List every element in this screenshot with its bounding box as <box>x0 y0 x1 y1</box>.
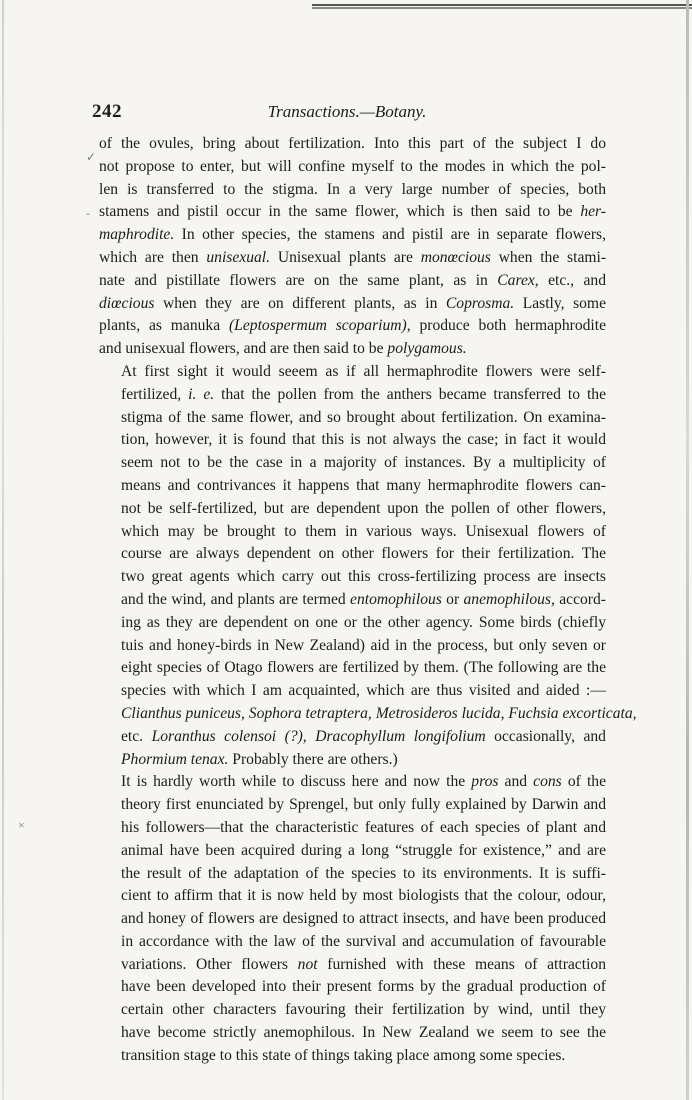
text-segment: not be self-fertilized, but are dependent upon the pollen of other flowers, <box>121 499 606 517</box>
text-line <box>99 885 606 908</box>
text-segment: variations. Other flowers <box>121 955 298 973</box>
text-segment: his followers—that the characteristic features of each species of plant and <box>121 818 606 836</box>
text-segment: etc., and <box>538 271 606 289</box>
text-line <box>99 954 606 977</box>
text-line <box>99 908 606 931</box>
text-segment: In other species, the stamens and pistil are in separate flowers, <box>174 226 606 244</box>
text-segment: when the stami- <box>490 248 607 266</box>
text-segment: which may be brought to them in various ways. Unisexual flowers of <box>121 522 606 540</box>
text-line <box>99 749 606 772</box>
paragraph-1 <box>99 133 606 361</box>
italic-segment: her- <box>580 203 606 221</box>
text-line <box>99 270 606 293</box>
margin-mark: - <box>86 206 90 220</box>
text-segment: tion, however, it is found that this is not always the case; in fact it would <box>121 431 606 449</box>
text-segment: Unisexual plants are <box>270 248 421 266</box>
text-line <box>99 452 606 475</box>
text-segment: seem not to be the case in a majority of instances. By a multiplicity of <box>121 454 606 472</box>
text-line <box>99 589 606 612</box>
text-segment: and the wind, and plants are termed <box>121 590 351 608</box>
text-line <box>99 429 606 452</box>
text-line <box>99 156 606 179</box>
text-segment: not propose to enter, but will confine myself to the modes in which the pol- <box>99 157 606 175</box>
italic-segment: diœcious <box>99 294 155 312</box>
text-segment: of the <box>561 773 607 791</box>
text-line <box>99 1022 606 1045</box>
text-segment: occasionally, and <box>485 727 606 745</box>
text-line <box>99 133 606 156</box>
page-number: 242 <box>92 101 122 122</box>
margin-mark: ✓ <box>86 150 97 164</box>
text-segment: plants, as manuka <box>99 317 229 335</box>
paragraph-2 <box>99 361 637 771</box>
text-segment: nate and pistillate flowers are on the same plant, as in <box>99 271 498 289</box>
text-segment: theory first enunciated by Sprengel, but only fully explained by Darwin and <box>121 796 606 814</box>
page-header <box>92 101 602 123</box>
top-border-rule <box>312 4 692 9</box>
text-segment: course are always dependent on other flowers for their fertilization. The <box>121 545 606 563</box>
text-segment: tuis and honey-birds in New Zealand) aid in the process, but only seven or <box>121 636 606 654</box>
text-segment: when they are on different plants, as in <box>154 294 446 312</box>
margin-mark: × <box>18 818 25 832</box>
italic-segment: monœcious <box>420 248 491 266</box>
text-line <box>99 999 606 1022</box>
text-line <box>99 931 606 954</box>
text-line <box>99 794 606 817</box>
text-segment: in accordance with the law of the survival and accumulation of favourable <box>121 932 606 950</box>
text-line <box>99 407 606 430</box>
text-segment: stamens and pistil occur in the same flower, which is then said to be <box>99 203 581 221</box>
italic-segment: (Leptospermum scoparium), <box>228 317 411 335</box>
text-segment: furnished with these means of attraction <box>317 955 606 973</box>
text-line <box>99 863 606 886</box>
text-segment: and <box>498 773 534 791</box>
text-segment: and honey of flowers are designed to attract insects, and have been produced <box>121 910 606 928</box>
text-line <box>99 179 606 202</box>
text-line <box>99 817 606 840</box>
text-line <box>99 543 606 566</box>
text-line <box>99 840 606 863</box>
text-segment: or <box>441 590 464 608</box>
body-text <box>99 133 637 1068</box>
text-segment: certain other characters favouring their fertilization by wind, until they <box>121 1001 606 1019</box>
text-line <box>99 703 637 726</box>
text-segment: of the ovules, bring about fertilization. Into this part of the subject I do <box>99 135 606 152</box>
text-segment: transition stage to this state of things taking place among some species. <box>121 1046 566 1064</box>
text-line <box>99 657 606 680</box>
text-segment: produce both hermaphrodite <box>410 317 606 335</box>
text-line <box>99 1045 606 1068</box>
text-line <box>99 247 606 270</box>
italic-segment: cons <box>533 773 562 791</box>
text-segment: have been developed into their present forms by the gradual production of <box>121 978 606 996</box>
text-segment: the result of the adaptation of the species to its environments. It is suffi- <box>121 864 606 882</box>
text-segment: eight species of Otago flowers are fertilized by them. (The following are the <box>121 659 606 677</box>
text-segment: have become strictly anemophilous. In New Zealand we seem to see the <box>121 1024 606 1042</box>
italic-segment: unisexual. <box>206 248 271 266</box>
italic-segment: Carex, <box>497 271 539 289</box>
italic-segment: Clianthus puniceus, Sophora tetraptera, Metrosideros lucida, Fuchsia excorticata, <box>121 704 637 722</box>
text-line <box>99 726 606 749</box>
text-segment: Lastly, some <box>514 294 606 312</box>
italic-segment: pros <box>471 773 499 791</box>
text-segment: stigma of the same flower, and so brought about fertilization. On examina- <box>121 408 606 426</box>
text-line <box>99 224 606 247</box>
text-segment: and unisexual flowers, and are then said to be <box>99 340 388 358</box>
italic-segment: polygamous. <box>387 340 467 358</box>
text-segment: cient to affirm that it is now held by most biologists that the colour, odour, <box>121 887 606 905</box>
text-line <box>99 612 606 635</box>
text-segment: means and contrivances it happens that many hermaphrodite flowers can- <box>121 476 606 494</box>
text-segment: Probably there are others.) <box>228 750 398 768</box>
text-line <box>99 475 606 498</box>
text-segment: ing as they are dependent on one or the other agency. Some birds (chiefly <box>121 613 606 631</box>
italic-segment: Coprosma. <box>445 294 515 312</box>
text-segment: It is hardly worth while to discuss here and now the <box>121 773 472 791</box>
text-line <box>99 566 606 589</box>
text-segment: that the pollen from the anthers became transferred to the <box>214 385 607 403</box>
italic-segment: not <box>297 955 318 973</box>
italic-segment: anemophilous, <box>463 590 555 608</box>
text-line <box>99 361 606 384</box>
text-line <box>99 293 606 316</box>
text-line <box>99 521 606 544</box>
text-segment: which are then <box>99 248 207 266</box>
text-segment: fertilized, <box>121 385 189 403</box>
text-segment: accord- <box>554 590 606 608</box>
running-head: Transactions.—Botany. <box>267 102 427 121</box>
italic-segment: i. e. <box>188 385 215 403</box>
text-segment: At first sight it would seeem as if all hermaphrodite flowers were self- <box>121 362 606 380</box>
text-segment: etc. <box>121 727 152 745</box>
text-line <box>99 976 606 999</box>
text-segment: two great agents which carry out this cross-fertilizing process are insects <box>121 568 606 586</box>
text-line <box>99 338 606 361</box>
text-line <box>99 635 606 658</box>
text-line <box>99 315 606 338</box>
italic-segment: entomophilous <box>350 590 442 608</box>
text-line <box>99 384 606 407</box>
right-page-edge <box>686 0 689 1100</box>
text-line <box>99 680 606 703</box>
text-line <box>99 498 606 521</box>
text-segment: species with which I am acquainted, which are thus visited and aided :— <box>121 682 606 700</box>
text-segment: animal have been acquired during a long “struggle for existence,” and are <box>121 841 606 859</box>
italic-segment: Phormium tenax. <box>121 750 229 768</box>
italic-segment: maphrodite. <box>99 226 175 244</box>
text-line <box>99 771 606 794</box>
italic-segment: Loranthus colensoi (?), Dracophyllum longifolium <box>151 727 486 745</box>
text-segment: len is transferred to the stigma. In a very large number of species, both <box>99 180 606 198</box>
text-line <box>99 201 606 224</box>
paragraph-3 <box>99 771 606 1067</box>
left-page-edge <box>2 0 4 1100</box>
